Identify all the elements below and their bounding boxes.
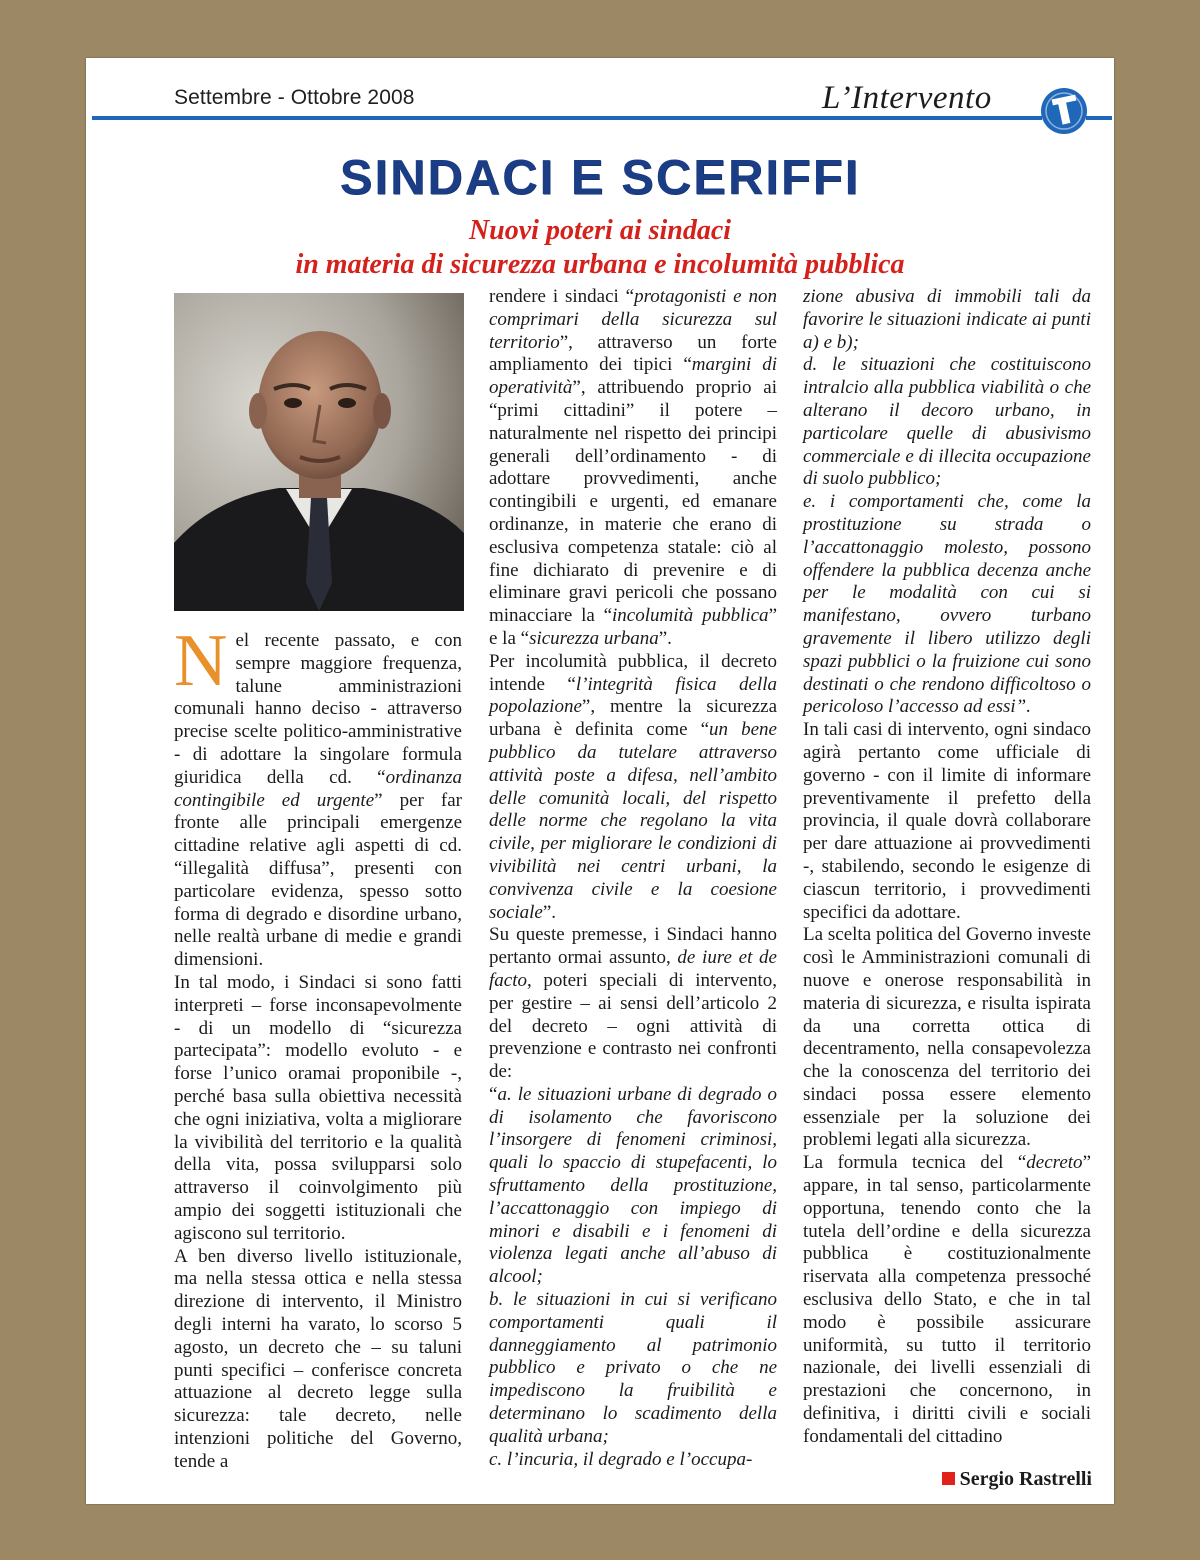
list-item: “a. le situazioni urbane di degrado o di isolamento che favoriscono l’insorgere di fenomeni criminosi, quali lo spaccio di stupefacenti, lo sfruttamento della prostituzione, l’accattonaggio con impiego di minori e disabili e i fenomeni di violenza legati anche all’abuso di alcool; (489, 1083, 777, 1288)
drop-cap: N (174, 620, 228, 702)
paragraph: In tal modo, i Sindaci si sono fatti interpreti – forse inconsapevolmente - di un modello di “sicurezza partecipata”: modello evoluto - e forse l’unico oramai proponibile -, perché basa sulla obiettiva necessità che ogni iniziativa, volta a migliorare la vivibilità del territorio e la qualità della vita, possa svilupparsi solo attraverso il coinvolgimento più ampio dei soggetti istituzionali che agiscono sul territorio. (174, 971, 462, 1244)
column-3 (803, 286, 1091, 1449)
article-subtitle (86, 214, 1114, 282)
list-item: d. le situazioni che costituiscono intralcio alla pubblica viabilità o che alterano il decoro urbano, in particolare quelle di abusivismo commerciale e di illecita occupazione di suolo pubblico; (803, 354, 1091, 490)
list-item: zione abusiva di immobili tali da favorire le situazioni indicate ai punti a) e b); (803, 286, 1091, 353)
section-logo-icon (1039, 86, 1089, 136)
paragraph: Per incolumità pubblica, il decreto intende “l’integrità fisica della popolazione”, mentre la sicurezza urbana è definita come “un bene pubblico da tutelare attraverso attività poste a difesa, nell’ambito delle comunità locali, del rispetto delle norme che regolano la vita civile, per migliorare le condizioni di vivibilità nei centri urbani, la convivenza civile e la coesione sociale”. (489, 650, 778, 923)
paragraph: A ben diverso livello istituzionale, ma nella stessa ottica e nella stessa direzione di intervento, il Ministro degli interni ha varato, lo scorso 5 agosto, un decreto che – su taluni punti specifici – conferisce concreta attuazione al decreto legge sulla sicurezza: tale decreto, nelle intenzioni politiche del Governo, tende a (174, 1245, 462, 1472)
list-item: b. le situazioni in cui si verificano comportamenti quali il danneggiamento al patrimonio pubblico e privato o che ne impediscono la fruibilità e determinano lo scadimento della qualità urbana; (489, 1289, 777, 1447)
list-item: c. l’incuria, il degrado e l’occupa- (489, 1448, 753, 1470)
paragraph: La formula tecnica del “decreto” appare, in tal senso, particolarmente opportuna, tenendo conto che la tutela dell’ordine e della sicurezza pubblica è costituzionalmente riservata alla competenza pressoché esclusiva dello Stato, e che in tal modo è possibile assicurare uniformità, su tutto il territorio nazionale, dei livelli essenziali di prestazioni che concernono, in definitiva, i diritti civili e sociali fondamentali del cittadino (803, 1152, 1091, 1447)
column-1 (174, 620, 462, 1473)
column-2 (489, 286, 777, 1471)
author-photo (174, 293, 464, 611)
magazine-page (86, 58, 1114, 1504)
paragraph: Nel recente passato, e con sempre maggiore frequenza, talune amministrazioni comunali hanno deciso - attraverso precise scelte politico-amministrative - di adottare la singolare formula giuridica della cd. “ordinanza contingibile ed urgente” per far fronte alle principali emergenze cittadine relative agli aspetti di cd. “illegalità diffusa”, presenti con particolare evidenza, spesso sotto forma di degrado e disordine urbano, nelle realtà urbane di medie e grandi dimensioni. (174, 620, 462, 971)
paragraph: La scelta politica del Governo investe così le Amministrazioni comunali di nuove e onerose responsabilità in materia di sicurezza, e risulta ispirata da una corretta ottica di decentramento, nella consapevolezza che la conoscenza del territorio dei sindaci possa essere elemento essenziale per la soluzione dei problemi legati alla sicurezza. (803, 924, 1091, 1151)
author-byline (942, 1468, 1092, 1491)
author-marker-icon (942, 1472, 955, 1485)
subtitle-line-2: in materia di sicurezza urbana e incolumità pubblica (295, 249, 905, 280)
author-name: Sergio Rastrelli (959, 1468, 1092, 1490)
article-title: SINDACI E SCERIFFI (339, 151, 861, 205)
issue-date: Settembre - Ottobre 2008 (174, 86, 415, 109)
header-rule (92, 116, 1042, 120)
list-item: e. i comportamenti che, come la prostituzione su strada o l’accattonaggio molesto, possono offendere la pubblica decenza anche per le modalità con cui si manifestano, ovvero turbano gravemente il libero utilizzo degli spazi pubblici o la fruizione cui sono destinati o che rendono difficoltoso o pericoloso l’accesso ad essi”. (803, 491, 1091, 718)
section-title: L’Intervento (822, 80, 992, 116)
paragraph: In tali casi di intervento, ogni sindaco agirà pertanto come ufficiale di governo - con il limite di informare preventivamente il prefetto della provincia, il quale dovrà collaborare per dare attuazione ai provvedimenti -, stabilendo, secondo le esigenze di ciascun territorio, i provvedimenti specifici da adottare. (803, 719, 1091, 923)
subtitle-line-1: Nuovi poteri ai sindaci (468, 215, 732, 246)
paragraph: Su queste premesse, i Sindaci hanno pertanto ormai assunto, de iure et de facto, poteri speciali di intervento, per gestire – ai sensi dell’articolo 2 del decreto – ogni attività di prevenzione e contrasto nei confronti de: (489, 924, 777, 1083)
header-rule-end (1086, 116, 1112, 120)
paragraph: rendere i sindaci “protagonisti e non comprimari della sicurezza sul territorio”, attraverso un forte ampliamento dei tipici “margini di operatività”, attribuendo proprio ai “primi cittadini” il potere – naturalmente nel rispetto dei principi generali dell’ordinamento - di adottare provvedimenti, anche contingibili e urgenti, ed emanare ordinanze, in materie che erano di esclusiva competenza statale: ciò al fine dichiarato di prevenire e di eliminare gravi pericoli che possano minacciare la “incolumità pubblica” e la “sicurezza urbana”. (489, 286, 777, 649)
